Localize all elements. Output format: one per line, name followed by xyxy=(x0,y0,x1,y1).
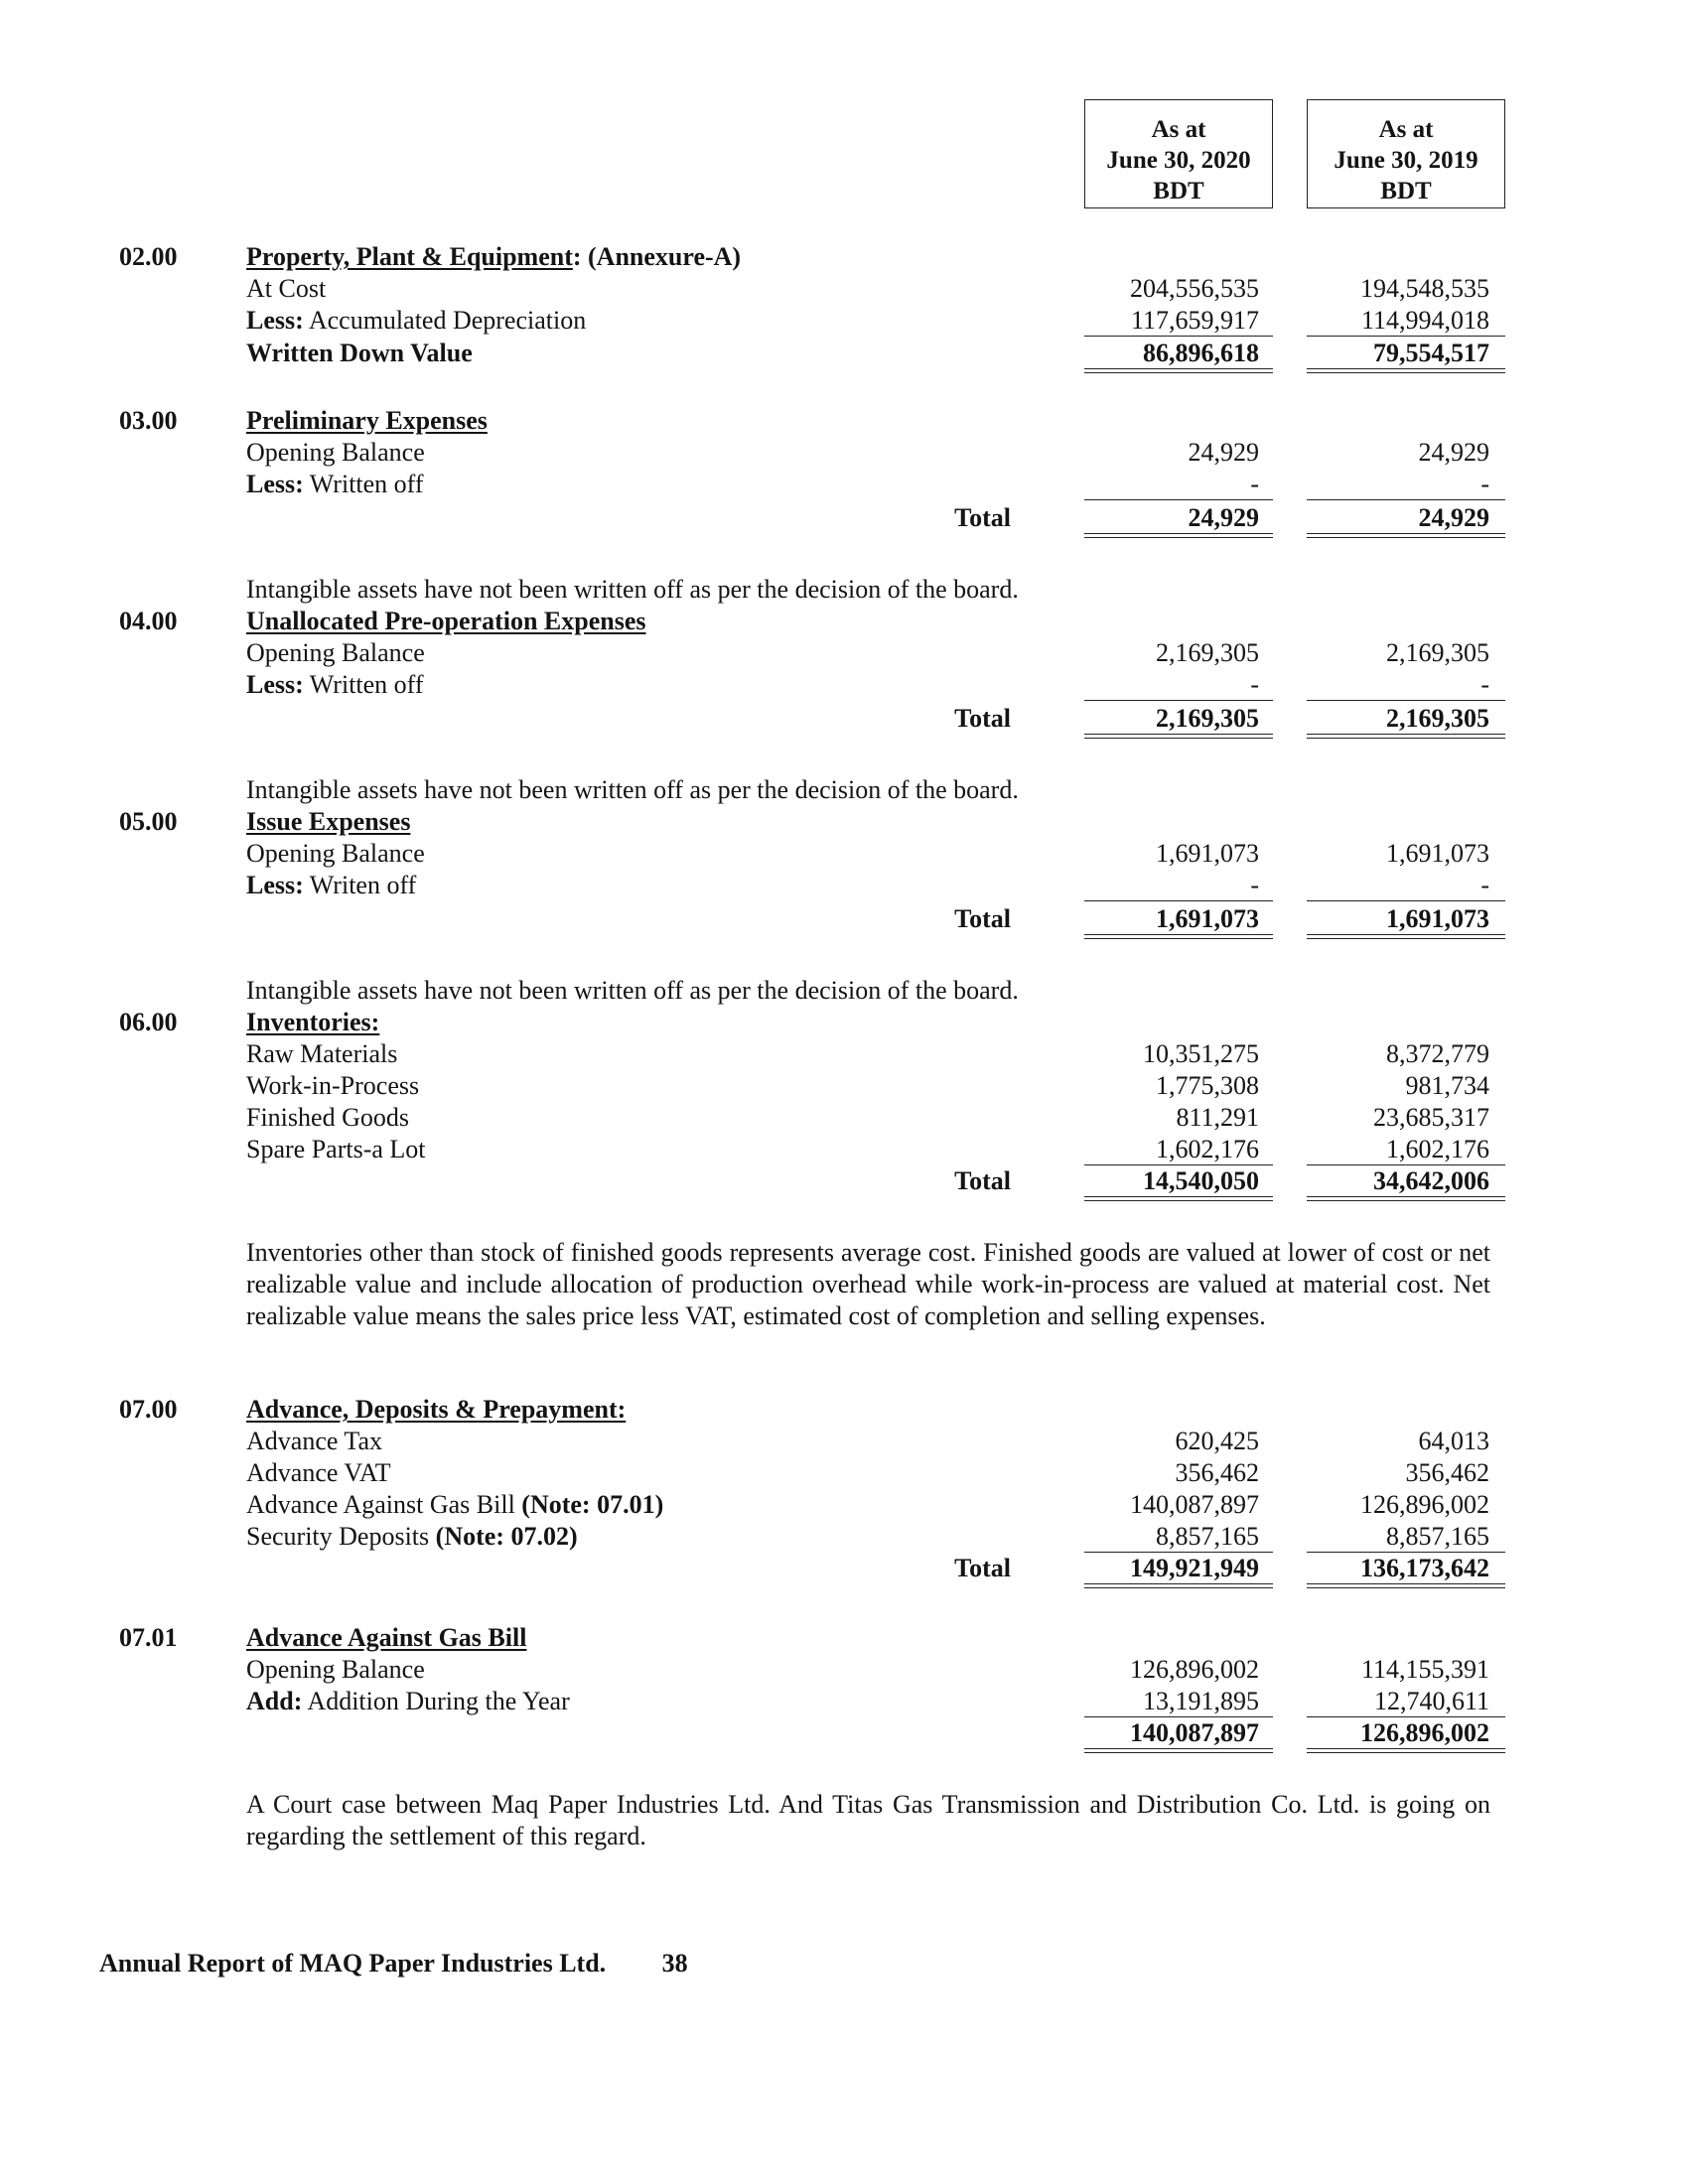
page-number: 38 xyxy=(661,1949,688,1978)
total-label: Total xyxy=(954,904,1011,933)
total-2019: 126,896,002 xyxy=(1360,1718,1489,1747)
total-2019: 34,642,006 xyxy=(1373,1166,1489,1195)
value-2019: 114,155,391 xyxy=(1360,1655,1489,1684)
note-number: 05.00 xyxy=(119,807,178,836)
value-2019: 981,734 xyxy=(1405,1071,1489,1100)
value-2019: 126,896,002 xyxy=(1360,1490,1489,1519)
value-2020: 10,351,275 xyxy=(1143,1039,1259,1068)
row-label: Finished Goods xyxy=(246,1103,409,1132)
value-2020: 8,857,165 xyxy=(1156,1522,1259,1551)
value-2020: 13,191,895 xyxy=(1143,1687,1259,1715)
value-2020: 117,659,917 xyxy=(1130,306,1259,335)
total-2020: 2,169,305 xyxy=(1156,704,1259,733)
double-rule xyxy=(1084,533,1273,538)
row-label: Less: Written off xyxy=(246,470,424,498)
rule xyxy=(1307,499,1505,500)
rule xyxy=(1084,700,1273,701)
rule xyxy=(1084,900,1273,901)
note-title: Issue Expenses xyxy=(246,807,411,836)
double-rule xyxy=(1307,934,1505,939)
double-rule xyxy=(1084,1748,1273,1753)
value-2020: 140,087,897 xyxy=(1130,1490,1259,1519)
rule xyxy=(1307,700,1505,701)
rule xyxy=(1307,900,1505,901)
value-2020: 811,291 xyxy=(1176,1103,1259,1132)
note-title: Advance, Deposits & Prepayment: xyxy=(246,1395,627,1424)
note-title: Unallocated Pre-operation Expenses xyxy=(246,607,646,635)
value-2019: - xyxy=(1480,670,1489,699)
row-label: Work-in-Process xyxy=(246,1071,420,1100)
double-rule xyxy=(1307,368,1505,373)
value-2020: 204,556,535 xyxy=(1130,274,1259,303)
court-case-paragraph: A Court case between Maq Paper Industries Ltd. And Titas Gas Transmission and Distribution Co. Ltd. is going on regarding the settlement of this regard. xyxy=(246,1790,1490,1850)
value-2019: 1,602,176 xyxy=(1386,1135,1489,1163)
double-rule xyxy=(1084,734,1273,739)
row-label: Advance VAT xyxy=(246,1458,391,1487)
value-2020: - xyxy=(1250,871,1259,899)
total-2020: 86,896,618 xyxy=(1143,339,1259,367)
double-rule xyxy=(1307,1196,1505,1201)
row-label: Security Deposits (Note: 07.02) xyxy=(246,1522,578,1551)
row-label: Spare Parts-a Lot xyxy=(246,1135,426,1163)
note-title: Preliminary Expenses xyxy=(246,406,488,435)
double-rule xyxy=(1307,533,1505,538)
row-label: Raw Materials xyxy=(246,1039,398,1068)
row-label: Less: Written off xyxy=(246,670,424,699)
total-2020: 1,691,073 xyxy=(1156,904,1259,933)
footer xyxy=(99,1948,688,1979)
total-2020: 14,540,050 xyxy=(1143,1166,1259,1195)
value-2020: 1,775,308 xyxy=(1156,1071,1259,1100)
value-2020: - xyxy=(1250,670,1259,699)
total-2019: 24,929 xyxy=(1418,503,1489,532)
value-2020: - xyxy=(1250,470,1259,498)
total-label: Total xyxy=(954,704,1011,733)
row-label: Less: Accumulated Depreciation xyxy=(246,306,587,335)
value-2019: - xyxy=(1480,871,1489,899)
value-2019: 8,372,779 xyxy=(1386,1039,1489,1068)
total-2019: 79,554,517 xyxy=(1373,339,1489,367)
row-label: Opening Balance xyxy=(246,638,425,667)
value-2019: 24,929 xyxy=(1418,438,1489,467)
row-label: Advance Tax xyxy=(246,1427,383,1455)
row-label: Opening Balance xyxy=(246,438,425,467)
total-2019: 2,169,305 xyxy=(1386,704,1489,733)
double-rule xyxy=(1084,1196,1273,1201)
value-2019: 194,548,535 xyxy=(1360,274,1489,303)
rule xyxy=(1084,499,1273,500)
total-2019: 136,173,642 xyxy=(1360,1554,1489,1582)
row-label: At Cost xyxy=(246,274,327,303)
total-2020: 149,921,949 xyxy=(1130,1554,1259,1582)
header-2020: As at June 30, 2020 BDT xyxy=(1084,99,1273,208)
total-2020: 140,087,897 xyxy=(1130,1718,1259,1747)
total-label: Total xyxy=(954,503,1011,532)
note-number: 07.00 xyxy=(119,1395,178,1424)
header-2019: As at June 30, 2019 BDT xyxy=(1307,99,1505,208)
value-2020: 620,425 xyxy=(1175,1427,1259,1455)
value-2019: 1,691,073 xyxy=(1386,839,1489,868)
note-text: Intangible assets have not been written off as per the decision of the board. xyxy=(246,976,1019,1005)
total-2019: 1,691,073 xyxy=(1386,904,1489,933)
note-text: Intangible assets have not been written off as per the decision of the board. xyxy=(246,775,1019,804)
value-2019: 12,740,611 xyxy=(1373,1687,1489,1715)
double-rule xyxy=(1084,368,1273,373)
value-2020: 1,602,176 xyxy=(1156,1135,1259,1163)
total-label: Total xyxy=(954,1554,1011,1582)
value-2019: 356,462 xyxy=(1405,1458,1489,1487)
note-number: 04.00 xyxy=(119,607,178,635)
rule xyxy=(1084,336,1273,337)
double-rule xyxy=(1084,1583,1273,1588)
rule xyxy=(1307,336,1505,337)
double-rule xyxy=(1084,934,1273,939)
value-2020: 24,929 xyxy=(1188,438,1259,467)
value-2019: 23,685,317 xyxy=(1373,1103,1489,1132)
double-rule xyxy=(1307,1583,1505,1588)
note-text: Intangible assets have not been written off as per the decision of the board. xyxy=(246,575,1019,604)
note-number: 06.00 xyxy=(119,1008,178,1036)
row-label: Advance Against Gas Bill (Note: 07.01) xyxy=(246,1490,664,1519)
value-2019: 114,994,018 xyxy=(1360,306,1489,335)
note-number: 02.00 xyxy=(119,242,178,271)
row-label: Opening Balance xyxy=(246,1655,425,1684)
value-2020: 1,691,073 xyxy=(1156,839,1259,868)
row-label: Less: Writen off xyxy=(246,871,417,899)
row-label: Add: Addition During the Year xyxy=(246,1687,570,1715)
note-title: Property, Plant & Equipment: (Annexure-A) xyxy=(246,242,742,271)
value-2020: 356,462 xyxy=(1175,1458,1259,1487)
double-rule xyxy=(1307,1748,1505,1753)
note-number: 03.00 xyxy=(119,406,178,435)
value-2019: 8,857,165 xyxy=(1386,1522,1489,1551)
note-title: Inventories: xyxy=(246,1008,380,1036)
value-2019: - xyxy=(1480,470,1489,498)
double-rule xyxy=(1307,734,1505,739)
note-number: 07.01 xyxy=(119,1623,178,1652)
value-2019: 2,169,305 xyxy=(1386,638,1489,667)
value-2020: 2,169,305 xyxy=(1156,638,1259,667)
row-label: Written Down Value xyxy=(246,339,473,367)
total-label: Total xyxy=(954,1166,1011,1195)
inventories-paragraph: Inventories other than stock of finished goods represents average cost. Finished goods are valued at lower of cost or net realizable value and include allocation of production overhead while work-in-process are valued at material cost. Net realizable value means the sales price less VAT, estimated cost of completion and selling expenses. xyxy=(246,1238,1490,1330)
note-title: Advance Against Gas Bill xyxy=(246,1623,527,1652)
value-2020: 126,896,002 xyxy=(1130,1655,1259,1684)
value-2019: 64,013 xyxy=(1418,1427,1489,1455)
row-label: Opening Balance xyxy=(246,839,425,868)
footer-title: Annual Report of MAQ Paper Industries Ltd. xyxy=(99,1949,607,1978)
total-2020: 24,929 xyxy=(1188,503,1259,532)
